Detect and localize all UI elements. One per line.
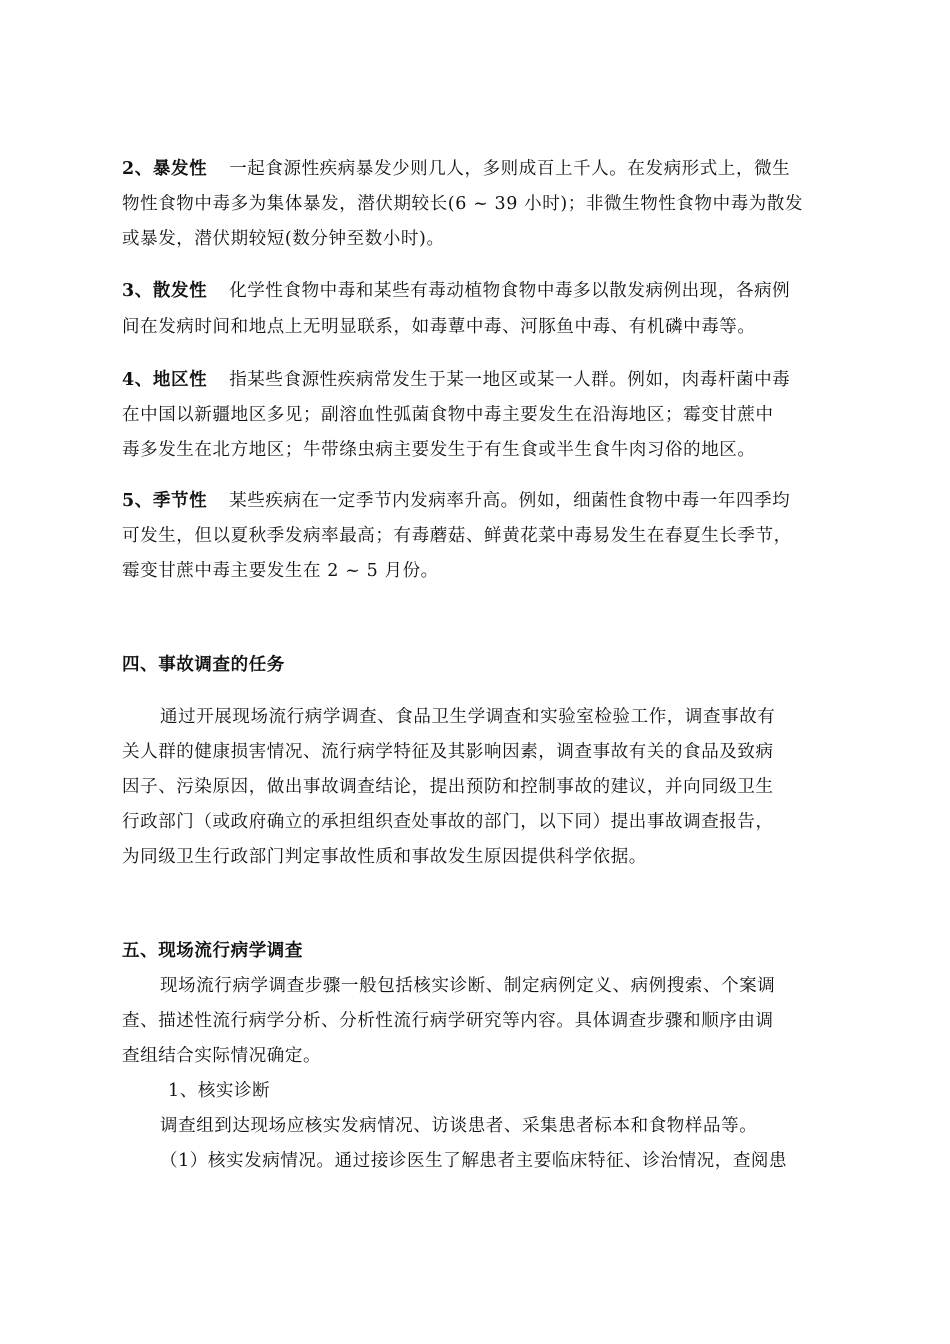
paragraph-line: 查、描述性流行病学分析、分析性流行病学研究等内容。具体调查步骤和顺序由调 (122, 1011, 774, 1031)
sub-heading: 1、核实诊断 (168, 1081, 271, 1101)
item-line: 间在发病时间和地点上无明显联系，如毒蕈中毒、河豚鱼中毒、有机磷中毒等。 (122, 317, 756, 337)
paragraph-line: 现场流行病学调查步骤一般包括核实诊断、制定病例定义、病例搜索、个案调 (160, 976, 776, 996)
item-line: 物性食物中毒多为集体暴发，潜伏期较长(6 ~ 39 小时)；非微生物性食物中毒为散发 (122, 194, 804, 214)
item-text: 一起食源性疾病暴发少则几人，多则成百上千人。在发病形式上，微生 (229, 159, 791, 179)
item-line: 可发生，但以夏秋季发病率最高；有毒蘑菇、鲜黄花菜中毒易发生在春夏生长季节， (122, 526, 792, 546)
item-lead: 3、散发性 (122, 281, 208, 301)
item-lead: 5、季节性 (122, 491, 208, 511)
item-text: 化学性食物中毒和某些有毒动植物食物中毒多以散发病例出现，各病例 (229, 281, 791, 301)
item-text: 某些疾病在一定季节内发病率升高。例如，细菌性食物中毒一年四季均 (229, 491, 791, 511)
item-line (122, 152, 828, 186)
item-line (122, 484, 828, 518)
item-lead: 2、暴发性 (122, 159, 208, 179)
item-line (122, 363, 828, 397)
item-lead: 4、地区性 (122, 370, 208, 390)
paragraph-line: 调查组到达现场应核实发病情况、访谈患者、采集患者标本和食物样品等。 (160, 1116, 758, 1136)
item-line: 毒多发生在北方地区；牛带绦虫病主要发生于有生食或半生食牛肉习俗的地区。 (122, 440, 756, 460)
paragraph-line: 因子、污染原因，做出事故调查结论，提出预防和控制事故的建议，并向同级卫生 (122, 777, 774, 797)
item-line: 霉变甘蔗中毒主要发生在 2 ~ 5 月份。 (122, 561, 439, 581)
item-line (122, 274, 828, 308)
item-line: 或暴发，潜伏期较短(数分钟至数小时)。 (122, 229, 445, 249)
section-heading: 五、现场流行病学调查 (122, 941, 303, 961)
item-line: 在中国以新疆地区多见；副溶血性弧菌食物中毒主要发生在沿海地区；霉变甘蔗中 (122, 405, 774, 425)
section-heading: 四、事故调查的任务 (122, 655, 285, 675)
paragraph-line: 行政部门（或政府确立的承担组织查处事故的部门，以下同）提出事故调查报告， (122, 812, 774, 832)
item-text: 指某些食源性疾病常发生于某一地区或某一人群。例如，肉毒杆菌中毒 (229, 370, 791, 390)
paragraph-line: 通过开展现场流行病学调查、食品卫生学调查和实验室检验工作，调查事故有 (160, 707, 776, 727)
paragraph-line: 查组结合实际情况确定。 (122, 1046, 322, 1066)
paragraph-line: （1）核实发病情况。通过接诊医生了解患者主要临床特征、诊治情况，查阅患 (160, 1151, 788, 1171)
paragraph-line: 关人群的健康损害情况、流行病学特征及其影响因素，调查事故有关的食品及致病 (122, 742, 774, 762)
paragraph-line: 为同级卫生行政部门判定事故性质和事故发生原因提供科学依据。 (122, 847, 647, 867)
